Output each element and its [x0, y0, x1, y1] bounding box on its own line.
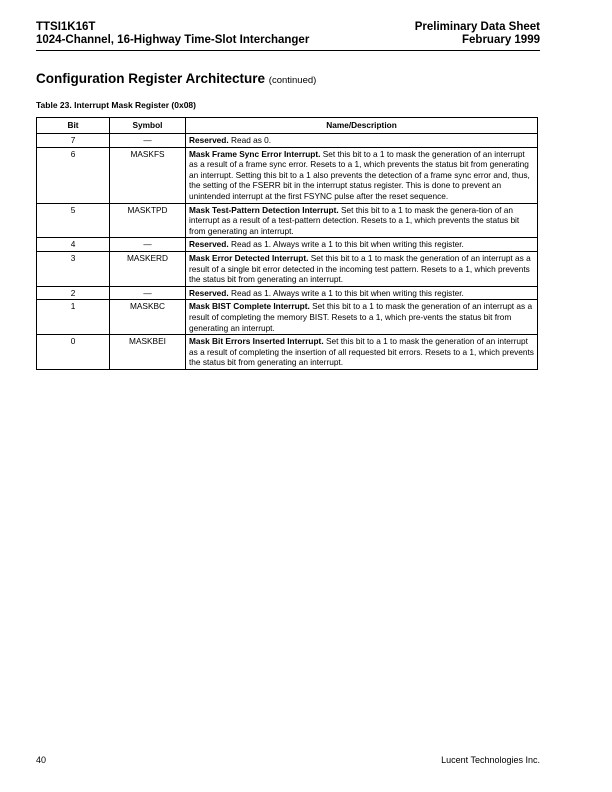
column-header-name-description: Name/Description — [186, 118, 538, 134]
symbol-cell: — — [110, 238, 186, 252]
table-row — [37, 286, 538, 300]
field-name: Mask Frame Sync Error Interrupt. — [189, 148, 321, 159]
interrupt-mask-register-table — [36, 117, 538, 370]
bit-cell: 0 — [37, 335, 110, 370]
column-header-symbol: Symbol — [110, 118, 186, 134]
symbol-cell: MASKBEI — [110, 335, 186, 370]
section-continued: (continued) — [268, 75, 317, 86]
table-row — [37, 300, 538, 335]
field-name: Mask BIST Complete Interrupt. — [189, 301, 310, 312]
field-description: Set this bit to a 1 to mask the generation of an interrupt as a result of a single bit error detected in the incoming test pattern. Resets to a 1, which prevents the status bit from generating an interrupt. — [189, 252, 531, 285]
field-description: Read as 0. — [228, 135, 272, 145]
section-title-text: Configuration Register Architecture — [36, 71, 266, 86]
symbol-cell: MASKERD — [110, 251, 186, 286]
description-cell — [186, 147, 538, 203]
field-name: Mask Bit Errors Inserted Interrupt. — [189, 336, 324, 347]
description-cell — [186, 238, 538, 252]
doc-date: February 1999 — [462, 34, 540, 46]
symbol-cell: MASKFS — [110, 147, 186, 203]
table-caption: Table 23. Interrupt Mask Register (0x08) — [36, 100, 196, 110]
table-row — [37, 335, 538, 370]
company-name: Lucent Technologies Inc. — [441, 755, 540, 765]
field-name: Mask Error Detected Interrupt. — [189, 252, 309, 263]
symbol-cell: — — [110, 286, 186, 300]
symbol-cell: MASKTPD — [110, 203, 186, 238]
table-row — [37, 238, 538, 252]
description-cell — [186, 300, 538, 335]
field-name: Reserved. — [189, 239, 229, 250]
field-description: Set this bit to a 1 to mask the generation of an interrupt as a result of completing the memory BIST. Resets to a 1, which pre-vents the status bit from generating an interrupt. — [189, 301, 533, 333]
bit-cell: 5 — [37, 203, 110, 238]
description-cell — [186, 251, 538, 286]
bit-cell: 2 — [37, 286, 110, 300]
doc-type: Preliminary Data Sheet — [414, 21, 540, 33]
bit-cell: 3 — [37, 251, 110, 286]
table-row — [37, 147, 538, 203]
field-description: Read as 1. Always write a 1 to this bit when writing this register. — [228, 287, 464, 298]
field-description: Read as 1. Always write a 1 to this bit when writing this register. — [228, 239, 464, 250]
bit-cell: 1 — [37, 300, 110, 335]
header-right — [415, 21, 540, 47]
field-name: Reserved. — [189, 135, 229, 145]
table-header-row — [37, 118, 538, 134]
field-description: Set this bit to a 1 to mask the genera-tion of an interrupt as a result of a test-pattern detection. Resets to a 1, which prevents the status bit from generating an interrupt. — [189, 204, 520, 236]
table-row — [37, 203, 538, 238]
header-left — [36, 21, 309, 47]
product-name: 1024-Channel, 16-Highway Time-Slot Interchanger — [36, 34, 310, 46]
field-description: Set this bit to a 1 to mask the generation of an interrupt as a result of completing the insertion of all requested bit errors. Resets to a 1, which prevents the status bit from generating an interrupt. — [189, 336, 534, 368]
description-cell — [186, 134, 538, 148]
symbol-cell: — — [110, 134, 186, 148]
table-row — [37, 134, 538, 148]
section-title — [36, 71, 316, 86]
table-row — [37, 251, 538, 286]
field-name: Reserved. — [189, 287, 229, 298]
bit-cell: 6 — [37, 147, 110, 203]
bit-cell: 7 — [37, 134, 110, 148]
description-cell — [186, 203, 538, 238]
column-header-bit: Bit — [37, 118, 110, 134]
field-description: Set this bit to a 1 to mask the generation of an interrupt as a result of a frame sync error. Resets to a 1, which prevents the status bit from generating an interrupt. Setting this bit to a 1 also prevents the detection of a frame sync error and, thus, the setting of the FSERR bit in the interrupt status register. This is done to prevent an unintended interrupt at the first FSYNC pulse after the reset sequence. — [189, 148, 530, 201]
description-cell — [186, 335, 538, 370]
description-cell — [186, 286, 538, 300]
page-number: 40 — [36, 755, 47, 765]
bit-cell: 4 — [37, 238, 110, 252]
field-name: Mask Test-Pattern Detection Interrupt. — [189, 204, 339, 215]
part-number: TTSI1K16T — [36, 21, 96, 33]
header-rule — [36, 50, 540, 51]
symbol-cell: MASKBC — [110, 300, 186, 335]
